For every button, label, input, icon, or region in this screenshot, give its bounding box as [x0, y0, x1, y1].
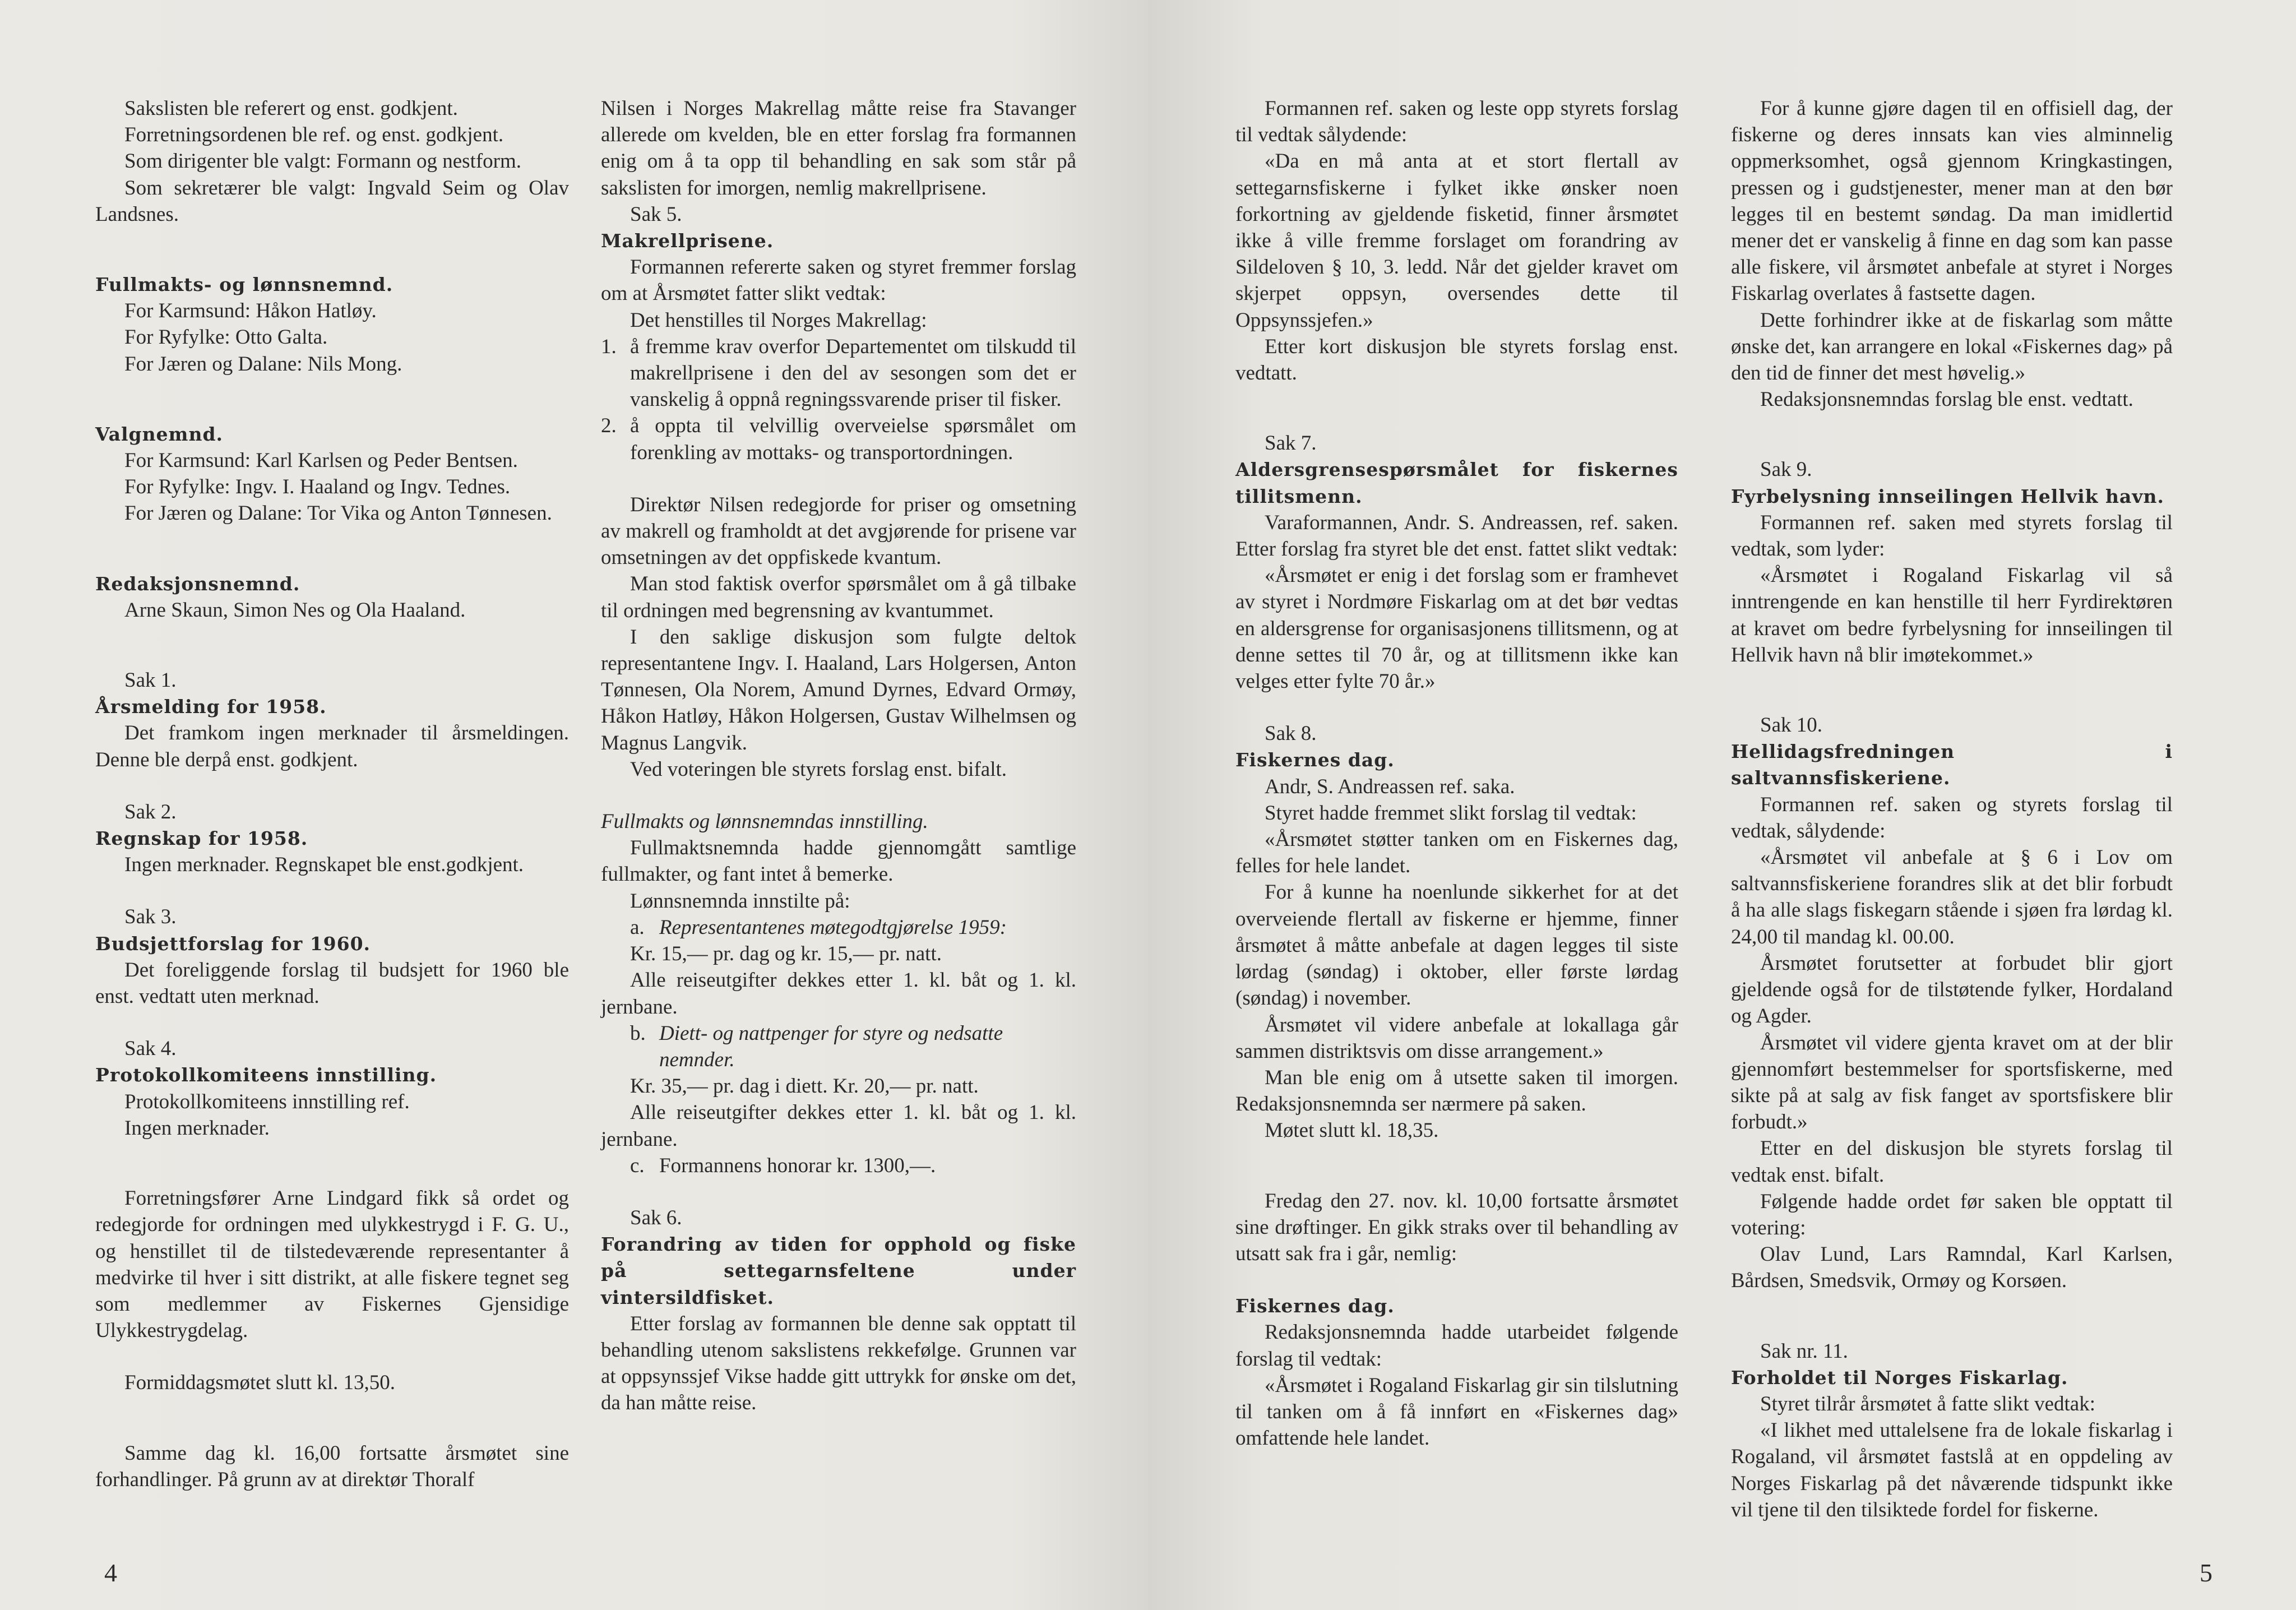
- spacer: [95, 1141, 569, 1185]
- section-heading: Fiskernes dag.: [1235, 749, 1395, 771]
- paragraph: I den saklige diskusjon som fulgte deltok representantene Ingv. I. Haaland, Lars Holgersen, Anton Tønnesen, Ola Norem, Amund Dyrnes, Edvard Ormøy, Håkon Hatløy, Håkon Holgersen, Gustav Wilhelmsen og Magnus Langvik.: [601, 625, 1076, 755]
- spacer: [601, 1179, 1076, 1205]
- paragraph: «Årsmøtet vil anbefale at § 6 i Lov om saltvannsfiskeriene forandres slik at det blir forbudt å ha alle slags fiskegarn stående i sjøen fra lørdag kl. 24,00 til mandag kl. 00.00.: [1731, 846, 2173, 949]
- lettered-list-item: [601, 1020, 1076, 1073]
- spacer: [601, 466, 1076, 492]
- spacer: [1731, 1294, 2173, 1338]
- paragraph: For Jæren og Dalane: Tor Vika og Anton Tønnesen.: [124, 502, 552, 525]
- list-text: Diett- og nattpenger for styre og nedsatte nemnder.: [659, 1021, 1003, 1071]
- paragraph: Varaformannen, Andr. S. Andreassen, ref. saken. Etter forslag fra styret ble det enst. fattet slikt vedtak:: [1235, 511, 1678, 561]
- numbered-list-item: [601, 413, 1076, 465]
- paragraph: Sak nr. 11.: [1760, 1339, 1848, 1363]
- right-page-column-1: [1235, 95, 1678, 1451]
- spacer: [1235, 695, 1678, 720]
- section-heading: Forandring av tiden for opphold og fiske på settegarnsfeltene under vintersildfisket.: [601, 1233, 1076, 1308]
- section-heading: Fiskernes dag.: [1235, 1295, 1395, 1317]
- section-heading: Regnskap for 1958.: [95, 827, 308, 850]
- paragraph: Som dirigenter ble valgt: Formann og nestform.: [124, 150, 522, 173]
- paragraph: Fredag den 27. nov. kl. 10,00 fortsatte årsmøtet sine drøftinger. En gikk straks over til behandling av utsatt sak fra i går, nemlig:: [1235, 1189, 1678, 1265]
- spacer: [95, 377, 569, 421]
- paragraph: Formannen ref. saken og styrets forslag til vedtak, sålydende:: [1731, 793, 2173, 843]
- paragraph: Etter kort diskusjon ble styrets forslag enst. vedtatt.: [1235, 335, 1678, 385]
- paragraph: Arne Skaun, Simon Nes og Ola Haaland.: [124, 598, 466, 622]
- paragraph: Sak 9.: [1760, 458, 1812, 482]
- list-text: Formannens honorar kr. 1300,—.: [659, 1154, 936, 1177]
- paragraph: «Da en må anta at et stort flertall av settegarnsfiskerne i fylket ikke ønsker noen forkortning av gjeldende fisketid, finner årsmøtet ikke å ville fremme forslaget om forandring av Sildeloven § 10, 3. ledd. Når det gjelder kravet om skjerpet oppsyn, oversendes dette til Oppsynssjefen.»: [1235, 150, 1678, 332]
- left-page-column-2: [601, 95, 1076, 1417]
- section-heading: Fyrbelysning innseilingen Hellvik havn.: [1731, 485, 2165, 507]
- paragraph: Årsmøtet forutsetter at forbudet blir gjort gjeldende også for de tilstøtende fylker, Hordaland og Agder.: [1731, 951, 2173, 1028]
- paragraph: «Årsmøtet støtter tanken om en Fiskernes dag, felles for hele landet.: [1235, 828, 1678, 878]
- spacer: [95, 527, 569, 571]
- paragraph: Som sekretærer ble valgt: Ingvald Seim og Olav Landsnes.: [95, 176, 569, 226]
- paragraph: «Årsmøtet i Rogaland Fiskarlag gir sin tilslutning til tanken om å få innført en «Fiskernes dag» omfattende hele landet.: [1235, 1373, 1678, 1450]
- paragraph: Sak 2.: [124, 800, 177, 823]
- paragraph: Årsmøtet vil videre anbefale at lokallaga går sammen distriktsvis om disse arrangement.»: [1235, 1013, 1678, 1063]
- paragraph: Sak 5.: [630, 202, 682, 226]
- numbered-list-item: [601, 334, 1076, 413]
- page-number-right: 5: [2200, 1558, 2212, 1587]
- paragraph: «Årsmøtet er enig i det forslag som er framhevet av styret i Nordmøre Fiskarlag om at det bør vedtas en aldersgrense for organisasjonens tillitsmenn, og at denne settes til 70 år, og at tillitsmenn ikke kan velges etter fylte 70 år.»: [1235, 564, 1678, 693]
- spacer: [95, 1344, 569, 1370]
- list-text: Representantenes møtegodtgjørelse 1959:: [659, 915, 1007, 939]
- left-page-column-1: [95, 95, 569, 1493]
- paragraph: Lønnsnemnda innstilte på:: [630, 889, 850, 913]
- spacer: [95, 1396, 569, 1440]
- paragraph: Det framkom ingen merknader til årsmeldingen. Denne ble derpå enst. godkjent.: [95, 721, 569, 771]
- paragraph: Sak 3.: [124, 905, 177, 929]
- spacer: [1235, 1144, 1678, 1188]
- paragraph: Ingen merknader.: [124, 1116, 270, 1140]
- paragraph: Direktør Nilsen redegjorde for priser og omsetning av makrell og framholdt at det avgjørende for prisene var omsetningen av det oppfiskede kvantum.: [601, 493, 1076, 570]
- paragraph: For Jæren og Dalane: Nils Mong.: [124, 352, 402, 376]
- section-heading: Forholdet til Norges Fiskarlag.: [1731, 1366, 2068, 1389]
- paragraph: For Ryfylke: Ingv. I. Haaland og Ingv. Tednes.: [124, 475, 511, 499]
- paragraph: Styret hadde fremmet slikt forslag til vedtak:: [1265, 801, 1637, 825]
- page-number-left: 4: [104, 1558, 117, 1587]
- paragraph: Forretningsfører Arne Lindgard fikk så ordet og redegjorde for ordningen med ulykkestrygd i F. G. U., og henstillet til de tilstedeværende representanter å medvirke til hver i sitt distrikt, at alle fiskere tegnet seg som medlemmer av Fiskernes Gjensidige Ulykkestrygdelag.: [95, 1187, 569, 1343]
- list-number: 1.: [601, 335, 617, 358]
- paragraph: Formannen refererte saken og styret fremmer forslag om at Årsmøtet fatter slikt vedtak:: [601, 256, 1076, 306]
- list-letter: b.: [630, 1021, 646, 1045]
- paragraph: Formannen ref. saken og leste opp styrets forslag til vedtak sålydende:: [1235, 97, 1678, 147]
- list-number: 2.: [601, 414, 617, 438]
- paragraph: For Karmsund: Håkon Hatløy.: [124, 299, 377, 323]
- spacer: [1235, 386, 1678, 430]
- paragraph: Redaksjonsnemnda hadde utarbeidet følgende forslag til vedtak:: [1235, 1321, 1678, 1371]
- section-heading: Årsmelding for 1958.: [95, 696, 327, 718]
- section-heading: Valgnemnd.: [95, 423, 224, 445]
- paragraph: For Karmsund: Karl Karlsen og Peder Bentsen.: [124, 449, 518, 473]
- paragraph: Etter forslag av formannen ble denne sak opptatt til behandling utenom sakslistens rekkefølge. Grunnen var at oppsynssjef Vikse hadde gitt uttrykk for ønske om det, da han måtte reise.: [601, 1312, 1076, 1415]
- paragraph: Kr. 35,— pr. dag i diett. Kr. 20,— pr. natt.: [630, 1075, 979, 1098]
- paragraph: Redaksjonsnemndas forslag ble enst. vedtatt.: [1760, 388, 2133, 411]
- list-letter: a.: [630, 915, 645, 939]
- spacer: [1731, 668, 2173, 712]
- spacer: [601, 783, 1076, 808]
- paragraph: Protokollkomiteens innstilling ref.: [124, 1090, 410, 1113]
- right-page: [1148, 0, 2296, 1610]
- spacer: [95, 1010, 569, 1035]
- paragraph: «I likhet med uttalelsene fra de lokale fiskarlag i Rogaland, vil årsmøtet fastslå at en oppdeling av Norges Fiskarlag på det nåværende tidspunkt ikke vil tjene til den tilsiktede fordel for fiskerne.: [1731, 1419, 2173, 1521]
- paragraph: Sak 1.: [124, 669, 177, 692]
- paragraph: Man stod faktisk overfor spørsmålet om å gå tilbake til ordningen med begrensning av kvantummet.: [601, 572, 1076, 622]
- section-heading: Budsjettforslag for 1960.: [95, 932, 371, 955]
- spacer: [95, 773, 569, 799]
- paragraph: Nilsen i Norges Makrellag måtte reise fra Stavanger allerede om kvelden, ble en etter forslag fra formannen enig om å ta opp til behandling en sak som står på sakslisten for imorgen, nemlig makrellprisene.: [601, 97, 1076, 200]
- spacer: [95, 623, 569, 667]
- paragraph: Dette forhindrer ikke at de fiskarlag som måtte ønske det, kan arrangere en lokal «Fiskernes dag» på den tid de finner det mest høvelig.»: [1731, 308, 2173, 385]
- paragraph: Møtet slutt kl. 18,35.: [1265, 1119, 1439, 1142]
- paragraph: Årsmøtet vil videre gjenta kravet om at der blir gjennomført bestemmelser for sportsfiskerne, med sikte på at salg av fisk fanget av sportsfiskere blir forbudt.»: [1731, 1031, 2173, 1134]
- spacer: [1731, 413, 2173, 456]
- spacer: [95, 878, 569, 904]
- lettered-list-item: [601, 914, 1076, 941]
- paragraph: Man ble enig om å utsette saken til imorgen. Redaksjonsnemnda ser nærmere på saken.: [1235, 1066, 1678, 1116]
- section-heading: Redaksjonsnemnd.: [95, 572, 300, 595]
- paragraph: Samme dag kl. 16,00 fortsatte årsmøtet sine forhandlinger. På grunn av at direktør Thoralf: [95, 1441, 569, 1491]
- lettered-list-item: [601, 1153, 1076, 1179]
- spacer: [95, 228, 569, 271]
- paragraph: Etter en del diskusjon ble styrets forslag til vedtak enst. bifalt.: [1731, 1137, 2173, 1187]
- paragraph: Det foreliggende forslag til budsjett for 1960 ble enst. vedtatt uten merknad.: [95, 958, 569, 1008]
- paragraph: Kr. 15,— pr. dag og kr. 15,— pr. natt.: [630, 942, 942, 966]
- section-heading: Fullmakts- og lønnsnemnd.: [95, 274, 394, 296]
- paragraph: Følgende hadde ordet før saken ble opptatt til votering:: [1731, 1190, 2173, 1239]
- paragraph: Alle reiseutgifter dekkes etter 1. kl. båt og 1. kl. jernbane.: [601, 1101, 1076, 1151]
- paragraph: For å kunne gjøre dagen til en offisiell dag, der fiskerne og deres innsats kan vies alminnelig oppmerksomhet, også gjennom Kringkastingen, pressen og i gudstjenester, mener man at den bør legges til en bestemt søndag. Da man imidlertid mener det er vanskelig å finne en dag som kan passe alle fiskere, vil årsmøtet anbefale at styret i Norges Fiskarlag overlates å fastsette dagen.: [1731, 97, 2173, 306]
- section-heading: Makrellprisene.: [601, 230, 774, 252]
- list-text: å oppta til velvillig overveielse spørsmålet om forenkling av mottaks- og transportordningen.: [630, 414, 1076, 464]
- section-heading: Protokollkomiteens innstilling.: [95, 1064, 437, 1086]
- paragraph: Ved voteringen ble styrets forslag enst. bifalt.: [630, 757, 1007, 781]
- paragraph: Andr, S. Andreassen ref. saka.: [1265, 775, 1515, 798]
- paragraph: Sak 10.: [1760, 714, 1822, 737]
- paragraph: Ingen merknader. Regnskapet ble enst.godkjent.: [124, 853, 524, 877]
- section-heading: Aldersgrensespørsmålet for fiskernes tillitsmenn.: [1235, 459, 1678, 507]
- paragraph: Det henstilles til Norges Makrellag:: [630, 308, 927, 332]
- paragraph: Sak 6.: [630, 1206, 682, 1229]
- paragraph: Fullmaktsnemnda hadde gjennomgått samtlige fullmakter, og fant intet å bemerke.: [601, 836, 1076, 886]
- paragraph: Fullmakts og lønnsnemndas innstilling.: [601, 810, 928, 834]
- paragraph: Olav Lund, Lars Ramndal, Karl Karlsen, Bårdsen, Smedsvik, Ormøy og Korsøen.: [1731, 1243, 2173, 1293]
- spacer: [1235, 1267, 1678, 1293]
- right-page-column-2: [1731, 95, 2173, 1523]
- paragraph: Formiddagsmøtet slutt kl. 13,50.: [124, 1371, 396, 1395]
- section-heading: Hellidagsfredningen i saltvannsfiskeriene.: [1731, 741, 2173, 789]
- paragraph: Formannen ref. saken med styrets forslag til vedtak, som lyder:: [1731, 511, 2173, 561]
- paragraph: For Ryfylke: Otto Galta.: [124, 326, 328, 349]
- paragraph: Sak 8.: [1265, 722, 1317, 746]
- list-text: å fremme krav overfor Departementet om tilskudd til makrellprisene i den del av sesongen som det er vanskelig å oppnå regningssvarende priser til fisker.: [630, 335, 1076, 411]
- paragraph: «Årsmøtet i Rogaland Fiskarlag vil så inntrengende en kan henstille til herr Fyrdirektøren at kravet om bedre fyrbelysning for innseilingen til Hellvik havn nå blir imøtekommet.»: [1731, 564, 2173, 667]
- paragraph: Sakslisten ble referert og enst. godkjent.: [124, 97, 458, 120]
- paragraph: Sak 4.: [124, 1037, 177, 1061]
- paragraph: Alle reiseutgifter dekkes etter 1. kl. båt og 1. kl. jernbane.: [601, 969, 1076, 1019]
- paragraph: For å kunne ha noenlunde sikkerhet for at det overveiende flertall av fiskerne er hjemme, finner årsmøtet å måtte anbefale at dagen legges til siste lørdag (søndag) i oktober, eller første lørdag (søndag) i november.: [1235, 881, 1678, 1010]
- paragraph: Sak 7.: [1265, 432, 1317, 455]
- paragraph: Styret tilrår årsmøtet å fatte slikt vedtak:: [1760, 1392, 2095, 1415]
- list-letter: c.: [630, 1154, 645, 1177]
- paragraph: Forretningsordenen ble ref. og enst. godkjent.: [124, 123, 504, 147]
